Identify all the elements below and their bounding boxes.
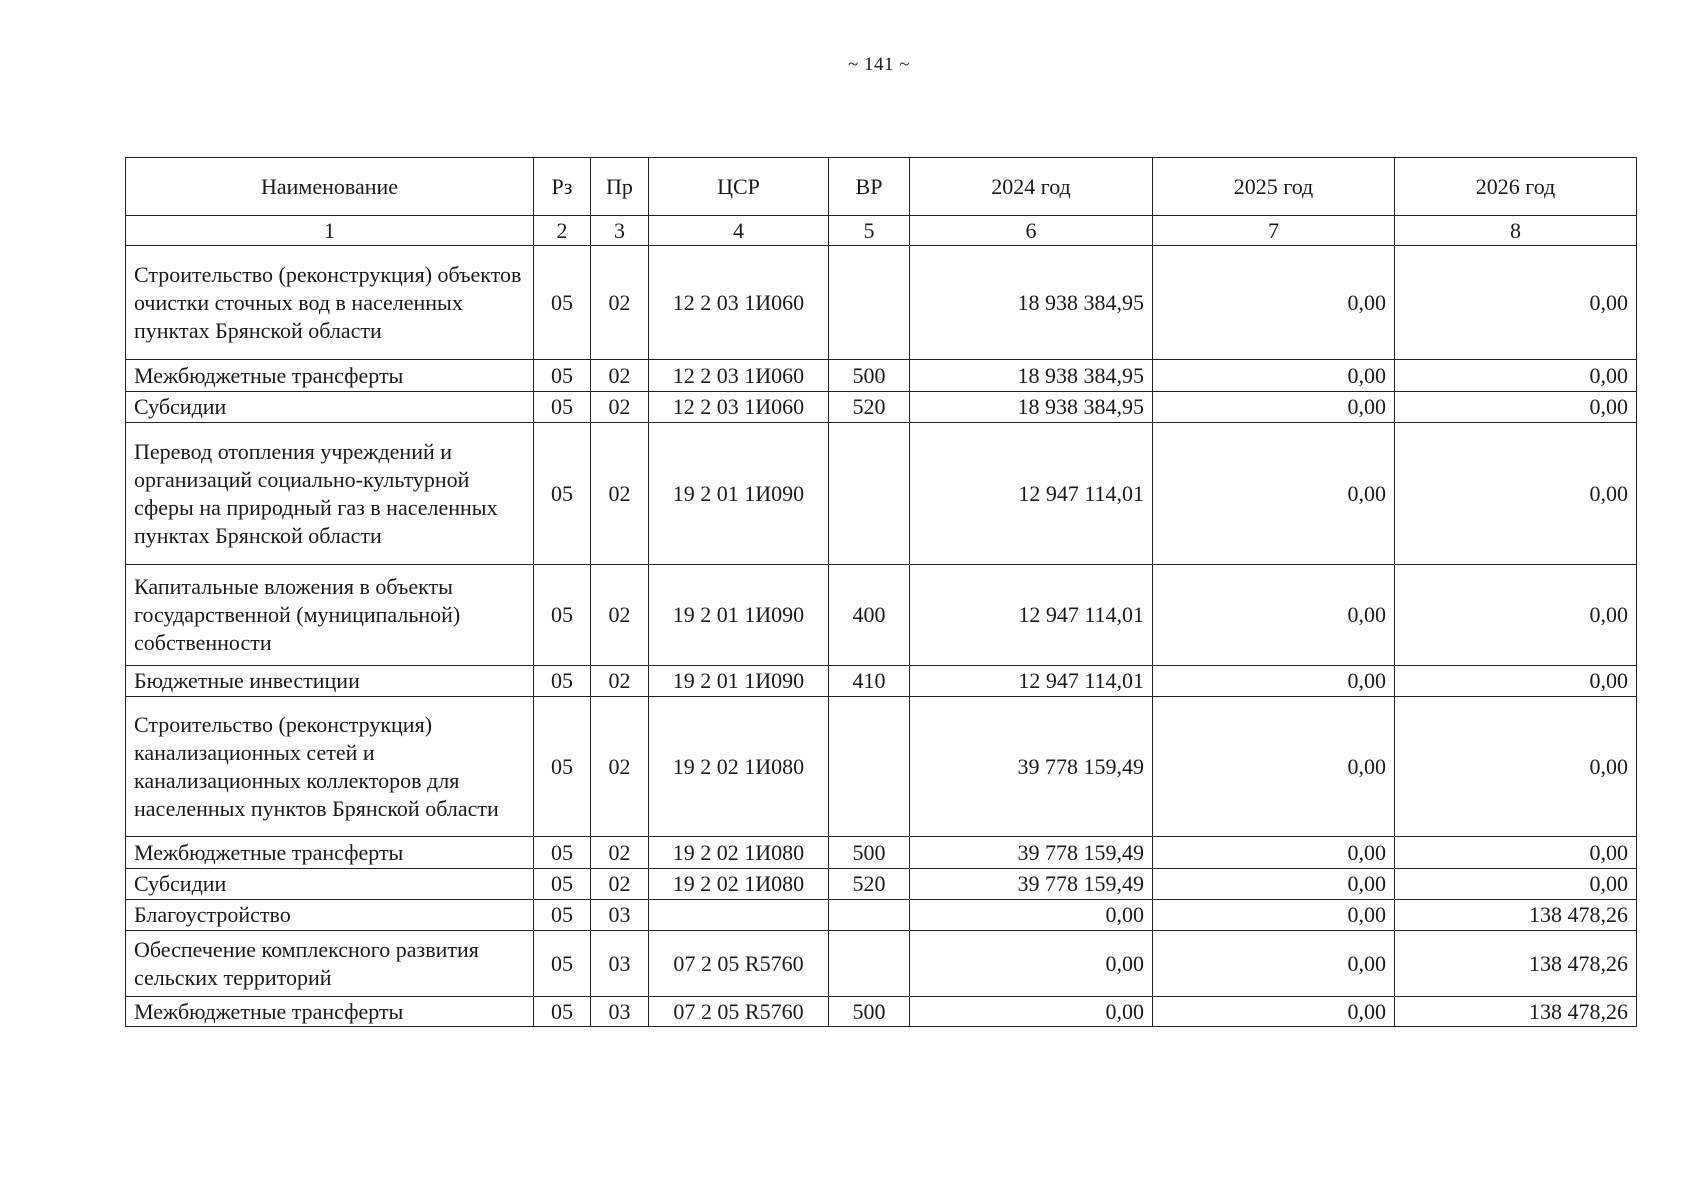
header-2024: 2024 год (910, 158, 1153, 216)
column-number: 6 (910, 216, 1153, 246)
row-vr: 520 (829, 869, 910, 900)
column-number: 7 (1153, 216, 1395, 246)
row-2025: 0,00 (1153, 900, 1395, 931)
row-2025: 0,00 (1153, 997, 1395, 1027)
table-row (126, 997, 1637, 1027)
row-pr: 02 (591, 837, 649, 869)
row-rz: 05 (534, 423, 591, 565)
row-2026: 0,00 (1395, 246, 1637, 360)
row-2026: 0,00 (1395, 869, 1637, 900)
row-rz: 05 (534, 931, 591, 997)
table-row (126, 837, 1637, 869)
row-vr (829, 697, 910, 837)
row-2024: 0,00 (910, 900, 1153, 931)
table-row (126, 565, 1637, 666)
row-csr: 19 2 02 1И080 (649, 869, 829, 900)
row-2024: 18 938 384,95 (910, 360, 1153, 392)
row-csr: 19 2 01 1И090 (649, 423, 829, 565)
budget-table (125, 157, 1637, 1027)
row-csr (649, 900, 829, 931)
row-csr: 19 2 02 1И080 (649, 837, 829, 869)
row-2026: 0,00 (1395, 360, 1637, 392)
column-number: 1 (126, 216, 534, 246)
row-2024: 39 778 159,49 (910, 697, 1153, 837)
row-rz: 05 (534, 565, 591, 666)
row-2025: 0,00 (1153, 423, 1395, 565)
row-rz: 05 (534, 360, 591, 392)
row-vr (829, 900, 910, 931)
row-rz: 05 (534, 900, 591, 931)
table-row (126, 392, 1637, 423)
row-vr (829, 246, 910, 360)
row-2025: 0,00 (1153, 666, 1395, 697)
table-row (126, 246, 1637, 360)
row-name: Субсидии (126, 869, 534, 900)
row-2024: 12 947 114,01 (910, 666, 1153, 697)
row-rz: 05 (534, 246, 591, 360)
row-name: Субсидии (126, 392, 534, 423)
row-2026: 0,00 (1395, 837, 1637, 869)
row-rz: 05 (534, 697, 591, 837)
row-pr: 02 (591, 869, 649, 900)
row-2024: 12 947 114,01 (910, 423, 1153, 565)
column-number: 2 (534, 216, 591, 246)
row-pr: 03 (591, 931, 649, 997)
row-name: Межбюджетные трансферты (126, 997, 534, 1027)
row-2024: 18 938 384,95 (910, 392, 1153, 423)
row-rz: 05 (534, 869, 591, 900)
row-csr: 19 2 01 1И090 (649, 565, 829, 666)
row-csr: 12 2 03 1И060 (649, 360, 829, 392)
header-rz: Рз (534, 158, 591, 216)
column-number: 3 (591, 216, 649, 246)
row-pr: 02 (591, 697, 649, 837)
row-pr: 02 (591, 360, 649, 392)
row-pr: 03 (591, 900, 649, 931)
column-number: 8 (1395, 216, 1637, 246)
row-name: Обеспечение комплексного развития сельских территорий (126, 931, 534, 997)
row-vr: 500 (829, 837, 910, 869)
row-rz: 05 (534, 666, 591, 697)
row-2024: 18 938 384,95 (910, 246, 1153, 360)
row-rz: 05 (534, 392, 591, 423)
row-2026: 0,00 (1395, 392, 1637, 423)
row-vr: 520 (829, 392, 910, 423)
row-name: Межбюджетные трансферты (126, 837, 534, 869)
table-row (126, 360, 1637, 392)
row-2025: 0,00 (1153, 360, 1395, 392)
row-2024: 39 778 159,49 (910, 837, 1153, 869)
row-vr: 500 (829, 997, 910, 1027)
row-csr: 12 2 03 1И060 (649, 246, 829, 360)
row-name: Бюджетные инвестиции (126, 666, 534, 697)
table-row (126, 423, 1637, 565)
row-2025: 0,00 (1153, 869, 1395, 900)
row-pr: 02 (591, 666, 649, 697)
row-vr (829, 931, 910, 997)
row-csr: 07 2 05 R5760 (649, 997, 829, 1027)
row-csr: 07 2 05 R5760 (649, 931, 829, 997)
row-pr: 03 (591, 997, 649, 1027)
row-2025: 0,00 (1153, 565, 1395, 666)
row-pr: 02 (591, 565, 649, 666)
row-csr: 19 2 01 1И090 (649, 666, 829, 697)
table-row (126, 900, 1637, 931)
row-2026: 0,00 (1395, 423, 1637, 565)
row-vr (829, 423, 910, 565)
row-pr: 02 (591, 392, 649, 423)
column-number: 4 (649, 216, 829, 246)
page-number: ~ 141 ~ (847, 54, 911, 75)
row-rz: 05 (534, 837, 591, 869)
table-row (126, 697, 1637, 837)
row-2025: 0,00 (1153, 931, 1395, 997)
row-2026: 138 478,26 (1395, 931, 1637, 997)
header-2026: 2026 год (1395, 158, 1637, 216)
table-row (126, 931, 1637, 997)
table-row (126, 666, 1637, 697)
header-vr: ВР (829, 158, 910, 216)
header-csr: ЦСР (649, 158, 829, 216)
row-2026: 138 478,26 (1395, 997, 1637, 1027)
column-number: 5 (829, 216, 910, 246)
row-2025: 0,00 (1153, 246, 1395, 360)
row-2024: 12 947 114,01 (910, 565, 1153, 666)
row-name: Межбюджетные трансферты (126, 360, 534, 392)
row-name: Строительство (реконструкция) объектов очистки сточных вод в населенных пунктах Брянской области (126, 246, 534, 360)
row-rz: 05 (534, 997, 591, 1027)
table-row (126, 869, 1637, 900)
header-2025: 2025 год (1153, 158, 1395, 216)
header-row (126, 158, 1637, 216)
row-2025: 0,00 (1153, 697, 1395, 837)
row-name: Строительство (реконструкция) канализационных сетей и канализационных коллекторов для населенных пунктов Брянской области (126, 697, 534, 837)
row-2026: 0,00 (1395, 565, 1637, 666)
column-number-row (126, 216, 1637, 246)
row-csr: 19 2 02 1И080 (649, 697, 829, 837)
row-2024: 0,00 (910, 931, 1153, 997)
row-2025: 0,00 (1153, 837, 1395, 869)
row-2024: 0,00 (910, 997, 1153, 1027)
row-2026: 0,00 (1395, 666, 1637, 697)
row-2026: 0,00 (1395, 697, 1637, 837)
row-pr: 02 (591, 246, 649, 360)
row-2026: 138 478,26 (1395, 900, 1637, 931)
row-name: Благоустройство (126, 900, 534, 931)
row-csr: 12 2 03 1И060 (649, 392, 829, 423)
row-name: Капитальные вложения в объекты государственной (муниципальной) собственности (126, 565, 534, 666)
header-name: Наименование (126, 158, 534, 216)
row-2025: 0,00 (1153, 392, 1395, 423)
header-pr: Пр (591, 158, 649, 216)
row-vr: 410 (829, 666, 910, 697)
row-2024: 39 778 159,49 (910, 869, 1153, 900)
row-name: Перевод отопления учреждений и организаций социально-культурной сферы на природный газ в населенных пунктах Брянской области (126, 423, 534, 565)
row-pr: 02 (591, 423, 649, 565)
row-vr: 400 (829, 565, 910, 666)
row-vr: 500 (829, 360, 910, 392)
